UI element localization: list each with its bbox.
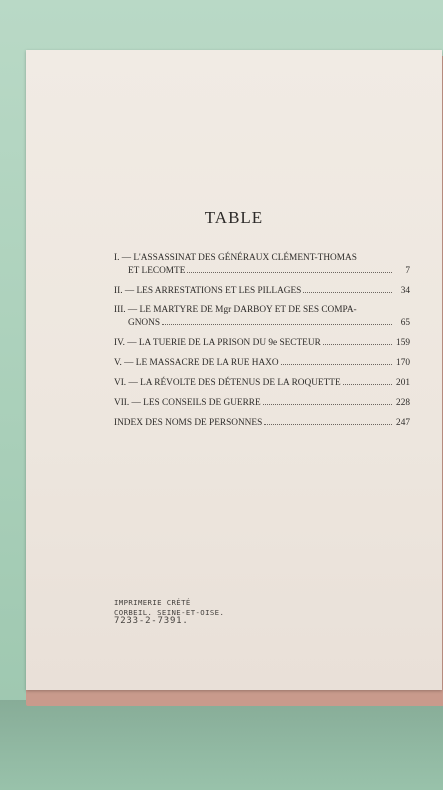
toc-entry [114, 416, 410, 429]
imprint-printer-name: IMPRIMERIE CRÉTÉ [114, 598, 191, 607]
toc-leader-dots [303, 284, 392, 293]
toc-line [114, 304, 410, 316]
toc-line [114, 264, 410, 277]
toc-leader-dots [281, 356, 392, 365]
toc-entry [114, 252, 410, 277]
toc-leader-dots [263, 396, 392, 405]
toc-leader-dots [323, 336, 392, 345]
toc-line [114, 336, 410, 349]
toc-line [114, 416, 410, 429]
toc-leader-dots [187, 264, 392, 273]
table-of-contents [114, 252, 410, 436]
toc-page-number: 34 [400, 286, 410, 296]
toc-entry-title-continued: ET LECOMTE [128, 266, 186, 276]
toc-entry-title: INDEX DES NOMS DE PERSONNES [114, 418, 263, 428]
toc-page-number: 201 [396, 378, 410, 388]
toc-line [114, 316, 410, 329]
toc-entry-title: VII. — LES CONSEILS DE GUERRE [114, 398, 261, 408]
toc-leader-dots [162, 316, 392, 325]
toc-leader-dots [343, 376, 392, 385]
imprint-location: CORBEIL. SEINE-ET-OISE. [114, 607, 225, 617]
toc-entry-title-continued: GNONS [128, 318, 161, 328]
page-title: TABLE [204, 208, 264, 227]
toc-page-number: 247 [396, 418, 410, 428]
toc-page-number: 228 [396, 398, 410, 408]
toc-page-number: 170 [396, 358, 410, 368]
toc-entry-title: III. — LE MARTYRE DE Mgr DARBOY ET DE SES COMPA- [114, 305, 357, 315]
toc-entry-title: V. — LE MASSACRE DE LA RUE HAXO [114, 358, 279, 368]
toc-entry-title: I. — L'ASSASSINAT DES GÉNÉRAUX CLÉMENT-THOMAS [114, 253, 357, 263]
printer-imprint [114, 598, 224, 627]
book-page [26, 50, 442, 690]
toc-leader-dots [264, 416, 392, 425]
toc-line [114, 284, 410, 297]
toc-line [114, 396, 410, 409]
toc-entry [114, 396, 410, 409]
toc-page-number: 65 [400, 318, 410, 328]
toc-line [114, 356, 410, 369]
toc-entry [114, 336, 410, 349]
toc-entry [114, 304, 410, 329]
toc-page-number: 159 [396, 338, 410, 348]
table-surface-shadow [0, 700, 443, 790]
toc-entry-title: VI. — LA RÉVOLTE DES DÉTENUS DE LA ROQUETTE [114, 378, 341, 388]
imprint-code: 7233-2-7391. [114, 616, 189, 626]
toc-entry-title: IV. — LA TUERIE DE LA PRISON DU 9e SECTEUR [114, 338, 321, 348]
toc-entry [114, 284, 410, 297]
toc-entry-title: II. — LES ARRESTATIONS ET LES PILLAGES [114, 286, 302, 296]
toc-page-number: 7 [405, 266, 410, 276]
toc-entry [114, 376, 410, 389]
toc-line [114, 376, 410, 389]
toc-entry [114, 356, 410, 369]
toc-line [114, 252, 410, 264]
